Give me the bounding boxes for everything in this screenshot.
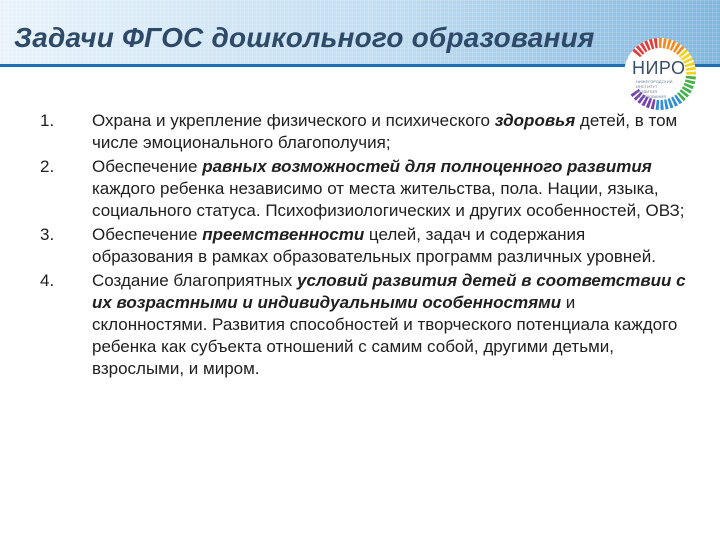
item-text xyxy=(92,224,690,268)
niro-logo xyxy=(614,36,710,114)
item-text-segment: каждого ребенка независимо от места жительства, пола. Нации, языка, социального статуса. Психофизиологических и других особенностей, ОВЗ; xyxy=(92,179,685,220)
logo-subtitle xyxy=(636,79,686,99)
emphasis-text: равных возможностей для полноценного развития xyxy=(202,157,652,176)
item-text-segment: и склонностями. Развития способностей и творческого потенциала каждого ребенка как субъекта отношений с самим собой, другими детьми, взрослыми, и миром. xyxy=(92,293,678,378)
page-title: Задачи ФГОС дошкольного образования xyxy=(14,22,595,53)
item-text xyxy=(92,156,690,222)
item-text-segment: целей, задач и содержания образования в рамках образовательных программ различных уровней. xyxy=(92,225,656,266)
item-text xyxy=(92,110,690,154)
item-text-segment: Создание благоприятных xyxy=(92,271,298,290)
item-number: 3. xyxy=(40,225,55,244)
logo-subtitle-line: НИЖЕГОРОДСКИЙ xyxy=(636,79,673,84)
emphasis-text: здоровья xyxy=(494,111,576,130)
logo-ray xyxy=(659,38,662,48)
emphasis-text: условий развития детей в соответствии с их возрастными и индивидуальными особенностями xyxy=(92,271,686,312)
list-item xyxy=(40,110,690,154)
item-text-segment: Обеспечение xyxy=(92,225,203,244)
header-banner xyxy=(0,0,720,86)
logo-subtitle-line: РАЗВИТИЯ xyxy=(636,89,658,94)
item-text-segment: Обеспечение xyxy=(92,157,203,176)
item-number: 2. xyxy=(40,157,55,176)
list-item xyxy=(40,224,690,268)
item-text-segment: детей, в том числе эмоционального благополучия; xyxy=(92,111,678,152)
logo-text: НИРО xyxy=(632,58,686,78)
task-list xyxy=(40,110,690,380)
item-number: 1. xyxy=(40,111,55,130)
item-number: 4. xyxy=(40,271,55,290)
logo-subtitle-line: ОБРАЗОВАНИЯ xyxy=(636,94,667,99)
logo-subtitle-line: ИНСТИТУТ xyxy=(636,84,658,89)
list-item xyxy=(40,156,690,222)
emphasis-text: преемственности xyxy=(202,225,365,244)
item-text xyxy=(92,270,690,380)
item-text-segment: Охрана и укрепление физического и психического xyxy=(92,111,495,130)
list-item xyxy=(40,270,690,380)
